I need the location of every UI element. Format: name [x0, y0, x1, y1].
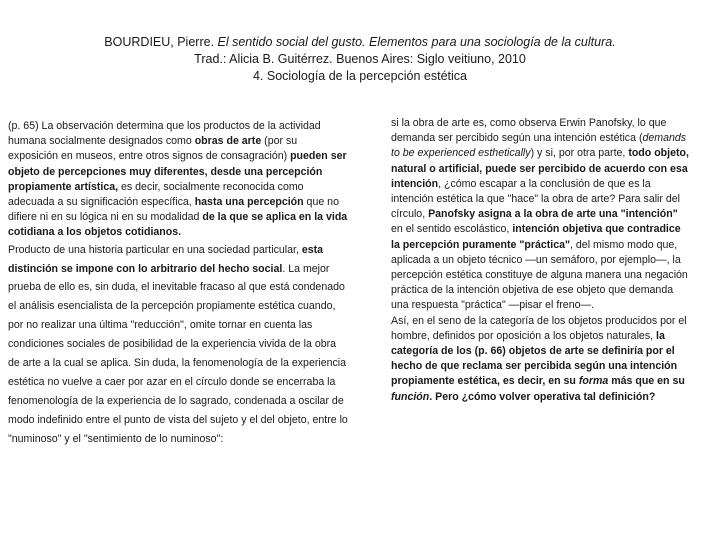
document-header: [0, 34, 720, 85]
text-run: todo objeto, natural o artificial, puede ser percibido de acuerdo con esa intención: [391, 147, 689, 190]
citation-line: [0, 34, 720, 51]
citation-title: El sentido social del gusto. Elementos para una sociología de la cultura.: [217, 35, 616, 49]
text-run: es decir, socialmente reconocida como adecuada a su significación específica,: [8, 180, 304, 209]
text-run: pueden ser objeto de percepciones muy diferentes, desde una percepción propiamente artística,: [8, 150, 347, 193]
text-run: demands to be experienced esthetically: [391, 132, 687, 160]
text-run: Así, en el seno de la categoría de los objetos producidos por el hombre, definidos por oposición a los objetos naturales,: [391, 314, 687, 342]
citation-author: BOURDIEU, Pierre.: [104, 35, 218, 49]
left-column: [8, 119, 348, 449]
right-paragraph-2: [391, 314, 691, 405]
text-run: , del mismo modo que, aplicada a un objeto técnico —un semáforo, por ejemplo—, la percepción estética constituye de alguna manera una negación práctica de la intención objetiva de ese objeto que demanda una respuesta "práctica" —pisar el freno—.: [391, 238, 688, 312]
text-run: la categoría de los (p. 66) objetos de arte se definiría por el hecho de que reclama ser percibida según una intención propiamente estética, es decir, en su: [391, 329, 678, 388]
text-run: . La mejor prueba de ello es, sin duda, el inevitable fracaso al que está condenado el análisis esencialista de la percepción propiamente estética cuando, por no realizar una última "reducción", omite tornar en cuenta las condiciones sociales de posibilidad de la experiencia vivida de la obra de arte a la cual se aplica. Sin duda, la fenomenología de la experiencia estética no vuelve a caer por azar en el círculo donde se encerraba la fenomenología de la experiencia de lo sagrado, condenada a oscilar de modo indefinido entre el punto de vista del sujeto y el del objeto, entre lo "numinoso" y el "sentimiento de lo numinoso":: [8, 262, 348, 445]
translation-line: Trad.: Alicia B. Guitérrez. Buenos Aires: Siglo veitiuno, 2010: [194, 52, 526, 66]
text-run: Producto de una historia particular en una sociedad particular,: [8, 243, 302, 256]
text-run: si la obra de arte es, como observa Erwin Panofsky, lo que demanda ser percibido según una intención estética (: [391, 117, 667, 145]
text-run: intención objetiva que contradice la percepción puramente "práctica": [391, 223, 681, 251]
text-run: ) y si, por otra parte,: [530, 147, 629, 160]
text-run: (por su exposición en museos, entre otros signos de consagración): [8, 135, 298, 163]
text-run: hasta una percepción: [194, 196, 304, 209]
text-run: Panofsky asigna a la obra de arte una "intención": [428, 208, 678, 221]
left-paragraph-2: [8, 241, 348, 449]
text-run: más que en su: [608, 375, 685, 388]
text-run: obras de arte: [194, 135, 262, 148]
left-paragraph-1: [8, 119, 348, 241]
right-paragraph-1: [391, 116, 691, 314]
text-run: de la que se aplica en la vida cotidiana a los objetos cotidianos.: [8, 211, 348, 239]
text-run: esta distinción se impone con lo arbitrario del hecho social: [8, 243, 324, 275]
text-run: . Pero ¿cómo volver operativa tal definición?: [429, 390, 656, 403]
text-run: que no difiere ni en su lógica ni en su modalidad: [8, 196, 339, 224]
right-column: [391, 116, 691, 405]
text-run: , ¿cómo escapar a la conclusión de que es la intención estética la que "hace" la obra de arte? Para salir del círculo,: [391, 177, 681, 221]
text-run: forma: [578, 375, 609, 388]
text-run: función: [391, 390, 430, 403]
text-run: en el sentido escolástico,: [391, 223, 513, 236]
text-run: (p. 65) La observación determina que los productos de la actividad humana socialmente designados como: [8, 120, 321, 148]
section-title: 4. Sociología de la percepción estética: [252, 69, 468, 83]
